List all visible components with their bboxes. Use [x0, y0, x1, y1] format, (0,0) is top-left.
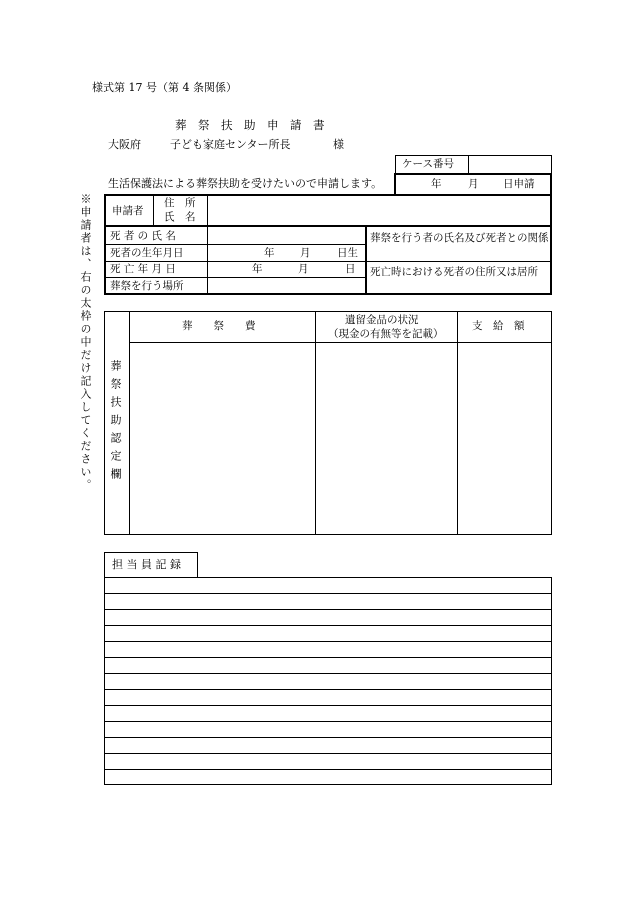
- deceased-death-day: 日: [345, 263, 356, 275]
- deceased-birth-year: 年: [264, 247, 275, 259]
- staff-record-line: [104, 625, 552, 626]
- application-statement: 生活保護法による葬祭扶助を受けたいので申請します。: [108, 177, 383, 190]
- deceased-col-line-1: [207, 227, 208, 295]
- deceased-row-line-3: [104, 277, 366, 278]
- deceased-birth-label: 死者の生年月日: [110, 247, 184, 259]
- approval-col-divider-2: [457, 311, 458, 535]
- side-note: ※申請者は、右の太枠の中だけ記入してください。: [79, 193, 92, 492]
- addressee-office: 子ども家庭センター所長: [170, 138, 291, 151]
- case-number-label: ケース番号: [402, 158, 454, 170]
- applicant-address-field[interactable]: [210, 197, 550, 210]
- remaining-assets-header-line1: 遺留金品の状況: [345, 314, 419, 326]
- application-year-label: 年: [431, 178, 442, 190]
- applicant-divider-2: [207, 196, 208, 225]
- applicant-name-field[interactable]: [210, 211, 550, 224]
- funeral-place-label: 葬祭を行う場所: [110, 280, 184, 292]
- staff-record-label: 担 当 員 記 録: [112, 558, 181, 571]
- approval-col-divider-1: [315, 311, 316, 535]
- staff-record-line: [104, 593, 552, 594]
- applicant-name-label: 氏 名: [164, 211, 196, 223]
- form-number: 様式第 17 号（第 4 条関係）: [92, 81, 237, 94]
- remaining-assets-header-line2: （現金の有無等を記載）: [328, 328, 444, 340]
- application-day-label: 日申請: [503, 178, 535, 190]
- staff-record-line: [104, 689, 552, 690]
- payment-amount-header: 支 給 額: [472, 320, 525, 332]
- addressee-prefecture: 大阪府: [108, 138, 141, 151]
- funeral-cost-field[interactable]: [131, 344, 314, 534]
- deceased-address-label: 死亡時における死者の住所又は居所: [370, 266, 538, 278]
- deceased-row-line-1: [104, 244, 366, 245]
- deceased-name-field[interactable]: [209, 229, 363, 243]
- staff-record-line: [104, 721, 552, 722]
- funeral-host-relation-label: 葬祭を行う者の氏名及び死者との関係: [370, 232, 549, 244]
- staff-record-line: [104, 737, 552, 738]
- deceased-death-label: 死 亡 年 月 日: [110, 263, 176, 275]
- deceased-death-year: 年: [252, 263, 263, 275]
- deceased-name-label: 死 者 の 氏 名: [110, 230, 176, 242]
- form-title: 葬 祭 扶 助 申 請 書: [175, 118, 325, 132]
- application-month-label: 月: [468, 178, 479, 190]
- funeral-place-field[interactable]: [209, 279, 363, 293]
- staff-record-line: [104, 641, 552, 642]
- approval-side-label: 葬祭扶助認定欄: [109, 360, 122, 486]
- approval-side-divider: [129, 311, 130, 535]
- staff-record-line: [104, 769, 552, 770]
- payment-amount-field[interactable]: [459, 344, 551, 534]
- staff-record-line: [104, 705, 552, 706]
- deceased-birth-month: 月: [300, 247, 311, 259]
- applicant-address-label: 住 所: [164, 197, 196, 209]
- deceased-birth-day: 日生: [337, 247, 358, 259]
- applicant-label: 申請者: [112, 205, 144, 217]
- deceased-row-line-2: [104, 261, 552, 262]
- case-number-divider: [468, 155, 469, 174]
- staff-record-line: [104, 657, 552, 658]
- remaining-assets-field[interactable]: [317, 344, 456, 534]
- funeral-cost-header: 葬 祭 費: [182, 320, 256, 332]
- addressee-honorific: 様: [333, 138, 344, 151]
- approval-header-line: [129, 342, 552, 343]
- staff-record-line: [104, 753, 552, 754]
- applicant-divider-1: [153, 196, 154, 225]
- staff-record-line: [104, 673, 552, 674]
- deceased-col-line-2: [365, 227, 367, 295]
- staff-record-line: [104, 609, 552, 610]
- case-number-field[interactable]: [470, 157, 550, 172]
- deceased-death-month: 月: [298, 263, 309, 275]
